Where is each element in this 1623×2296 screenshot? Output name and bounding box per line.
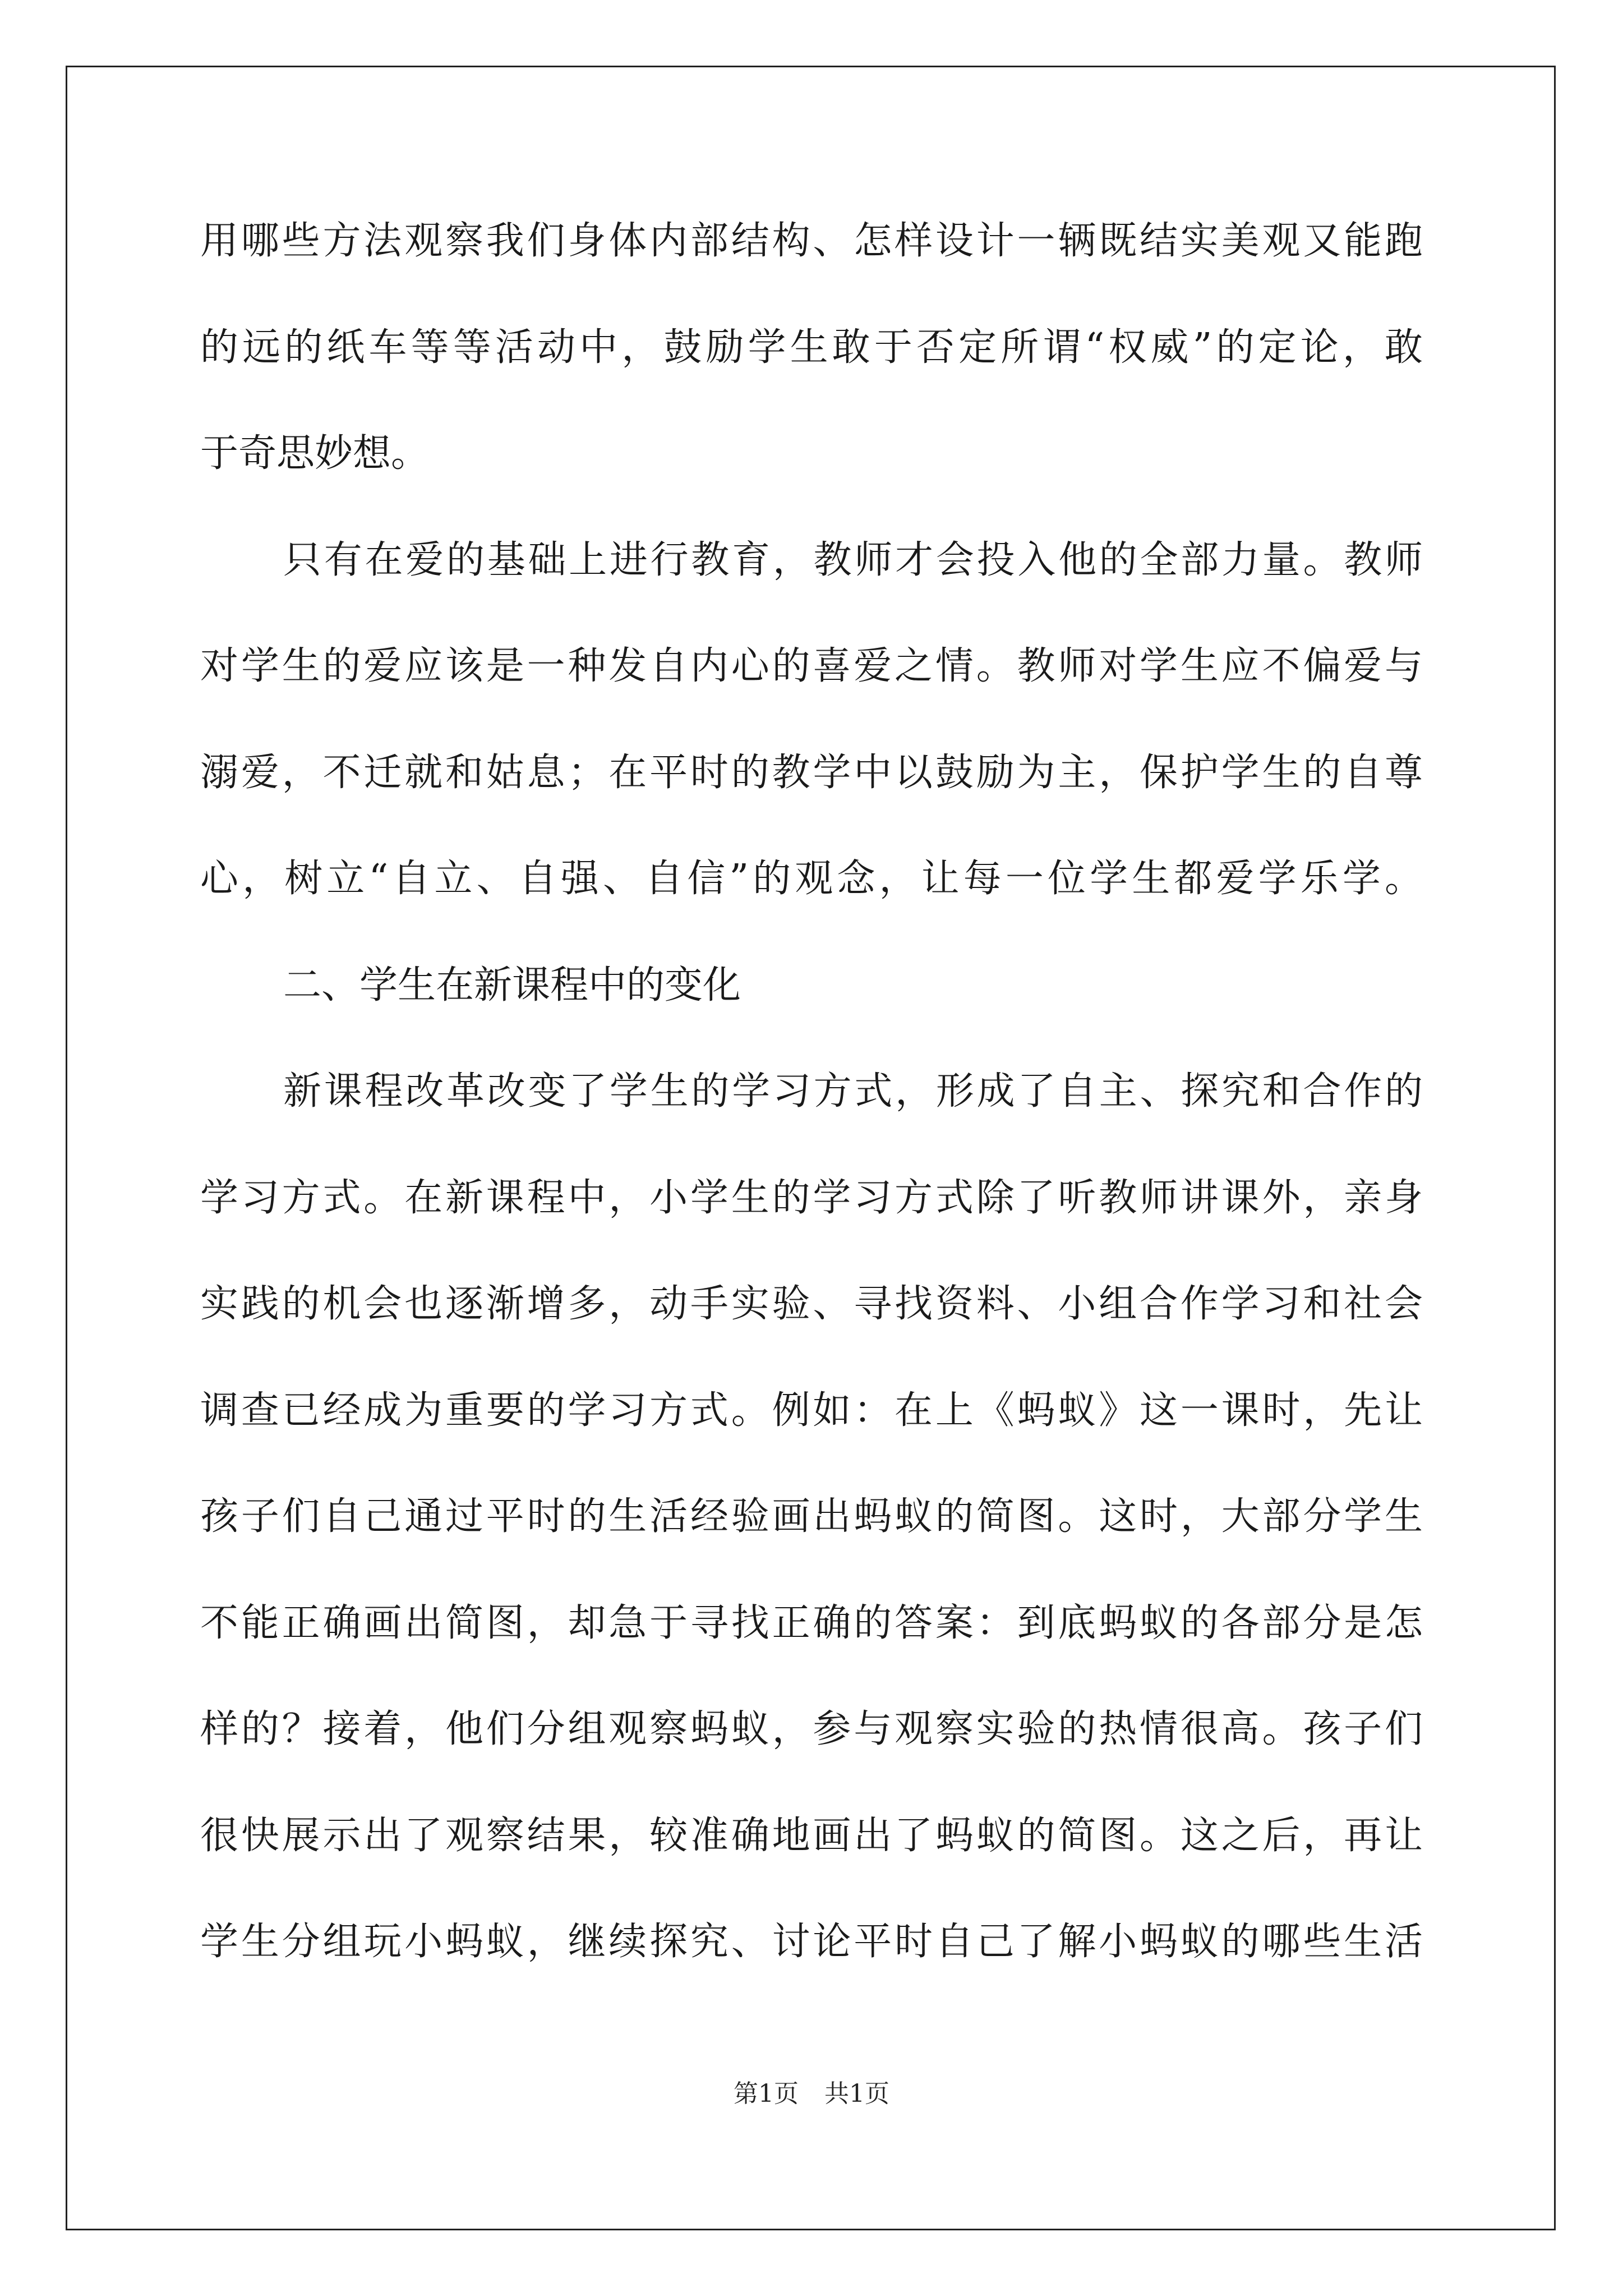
text-line: 二、学生在新课程中的变化 — [283, 963, 741, 1007]
text-line: 的远的纸车等等活动中，鼓励学生敢于否定所谓“权威”的定论，敢 — [200, 325, 1423, 370]
text-line: 实践的机会也逐渐增多，动手实验、寻找资料、小组合作学习和社会 — [200, 1282, 1423, 1326]
page-number: 第1页 — [734, 2079, 799, 2108]
text-line: 对学生的爱应该是一种发自内心的喜爱之情。教师对学生应不偏爱与 — [200, 644, 1423, 688]
text-line: 样的？接着，他们分组观察蚂蚁，参与观察实验的热情很高。孩子们 — [200, 1707, 1423, 1751]
text-line: 于奇思妙想。 — [200, 431, 430, 476]
text-line: 调查已经成为重要的学习方式。例如：在上《蚂蚁》这一课时，先让 — [200, 1388, 1423, 1433]
text-line: 溺爱，不迁就和姑息；在平时的教学中以鼓励为主，保护学生的自尊 — [200, 750, 1423, 795]
page-total: 共1页 — [824, 2079, 889, 2108]
document-body — [200, 219, 1423, 2026]
page-footer — [0, 2080, 1623, 2108]
text-line: 心，树立“自立、自强、自信”的观念，让每一位学生都爱学乐学。 — [200, 857, 1423, 901]
text-line: 学习方式。在新课程中，小学生的学习方式除了听教师讲课外，亲身 — [200, 1175, 1423, 1220]
text-line: 孩子们自己通过平时的生活经验画出蚂蚁的简图。这时，大部分学生 — [200, 1494, 1423, 1539]
text-line: 不能正确画出简图，却急于寻找正确的答案：到底蚂蚁的各部分是怎 — [200, 1600, 1423, 1645]
text-line: 很快展示出了观察结果，较准确地画出了蚂蚁的简图。这之后，再让 — [200, 1813, 1423, 1858]
text-line: 只有在爱的基础上进行教育，教师才会投入他的全部力量。教师 — [283, 537, 1423, 582]
text-line: 用哪些方法观察我们身体内部结构、怎样设计一辆既结实美观又能跑 — [200, 219, 1423, 263]
text-line: 新课程改革改变了学生的学习方式，形成了自主、探究和合作的 — [283, 1069, 1423, 1114]
text-line: 学生分组玩小蚂蚁，继续探究、讨论平时自己了解小蚂蚁的哪些生活 — [200, 1920, 1423, 1964]
